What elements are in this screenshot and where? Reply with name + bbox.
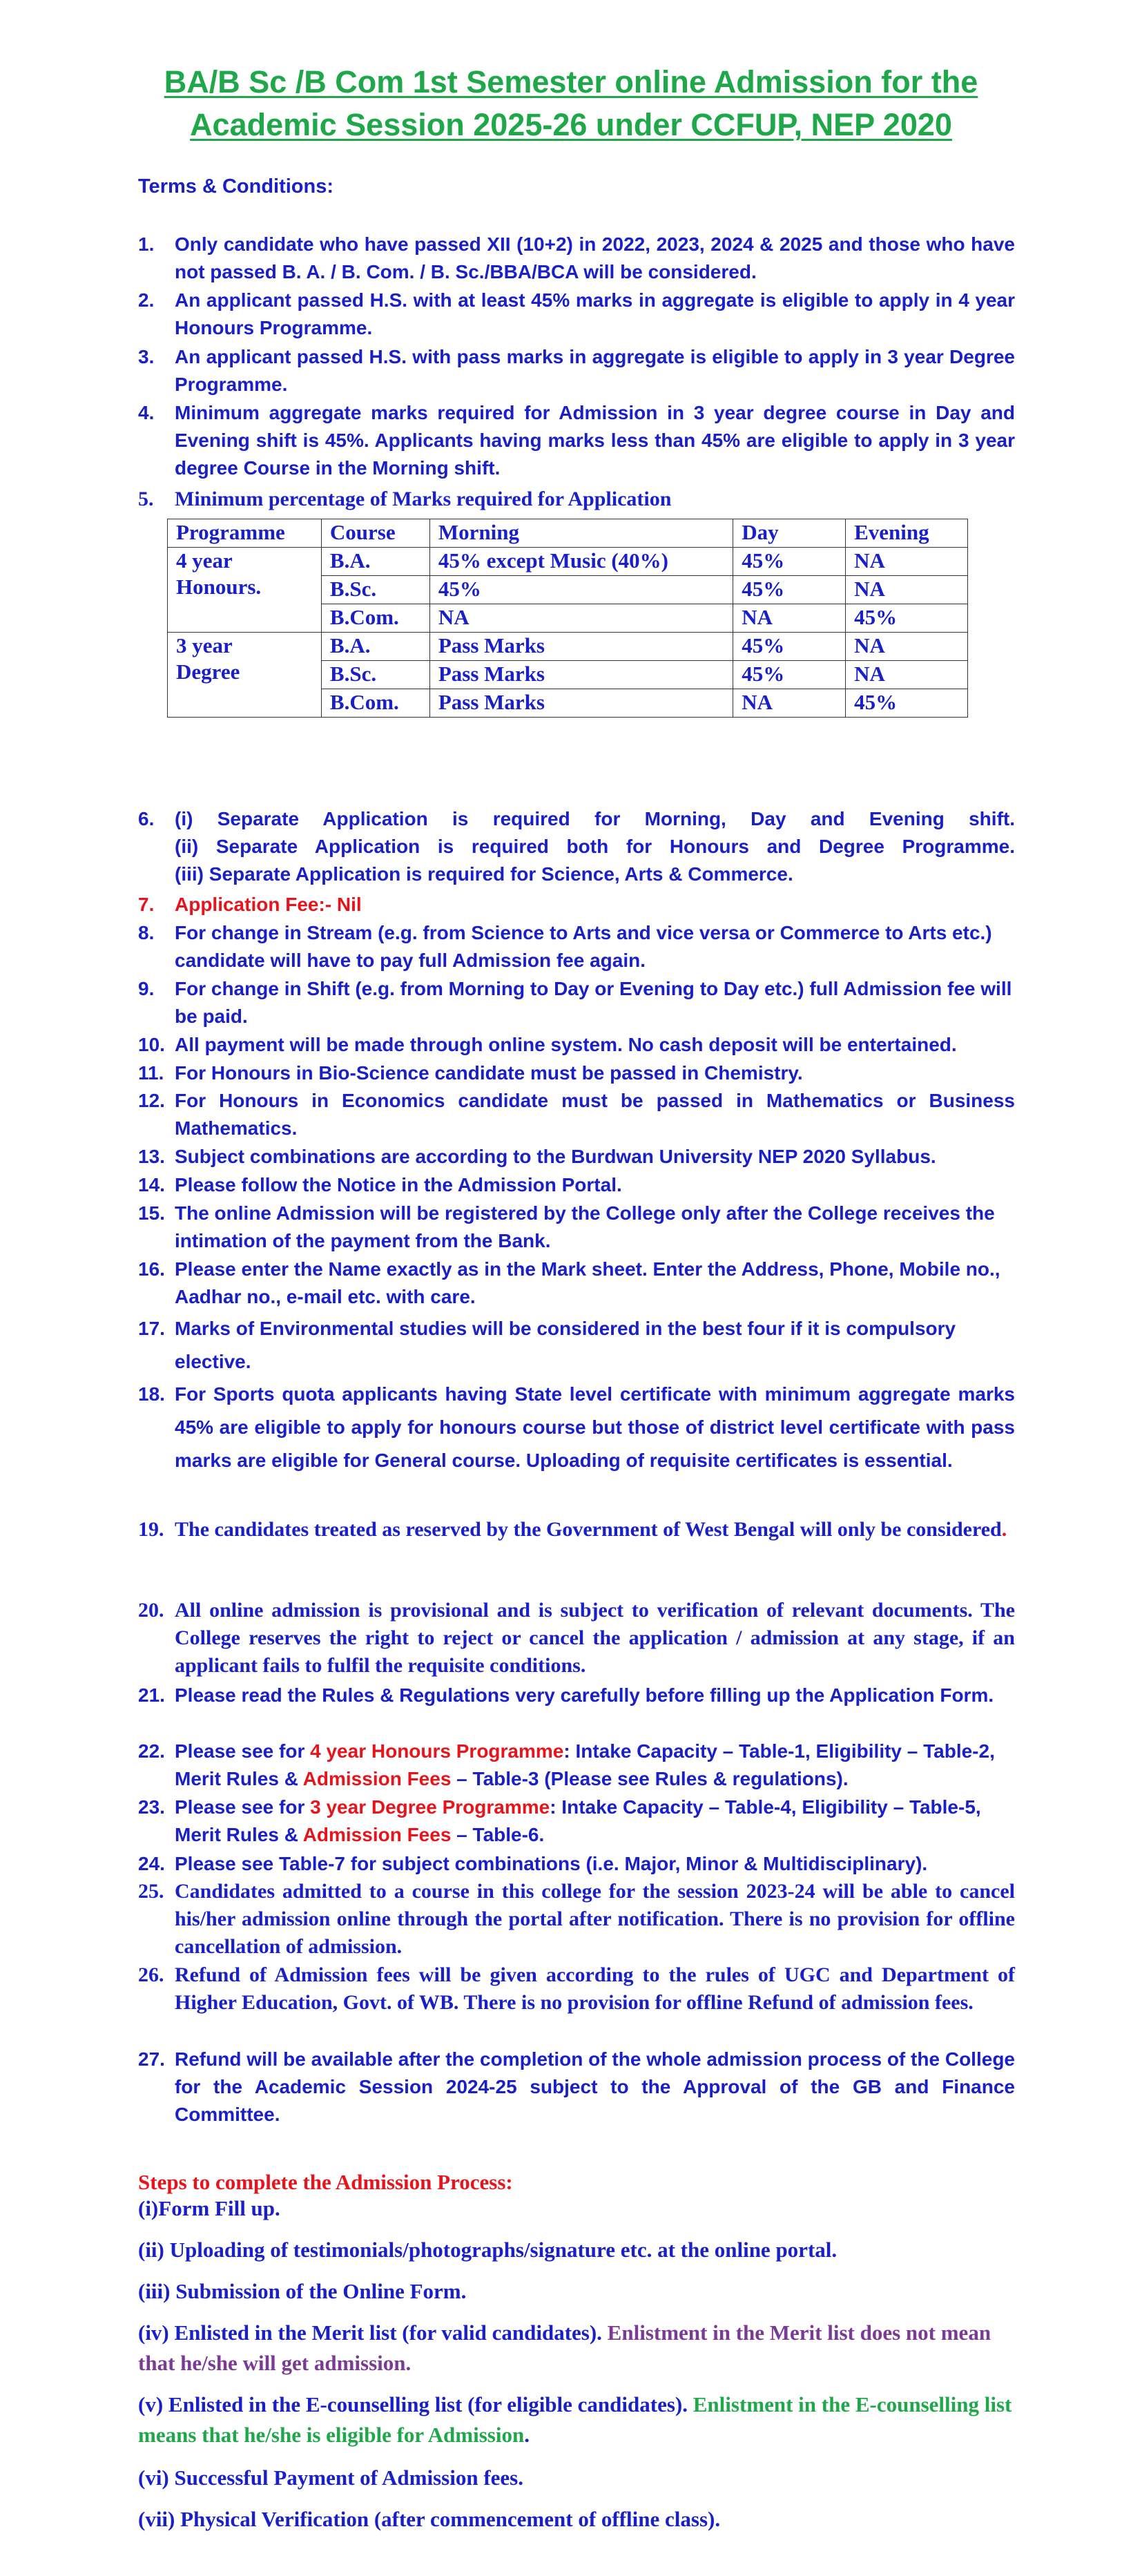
step-7: (vii) Physical Verification (after commencement of offline class). — [138, 2507, 721, 2531]
table-cell: 45% — [429, 576, 733, 604]
table-cell: 45% — [733, 661, 846, 689]
step-6: (vi) Successful Payment of Admission fees. — [138, 2466, 523, 2490]
term-item-18: 18. For Sports quota applicants having State level certificate with minimum aggregate marks 45% are eligible to apply for honours course but those of district level certificate with pass marks are eligible for General course. Uploading of requisite certificates is essential. — [138, 1383, 1015, 1471]
term-item-23: 23. Please see for 3 year Degree Programme: Intake Capacity – Table-4, Eligibility – Table-5, Merit Rules & Admission Fees – Table-6. — [138, 1796, 981, 1845]
table-cell: B.Sc. — [321, 661, 429, 689]
table-cell: NA — [733, 604, 846, 633]
term-item-15: 15. The online Admission will be registered by the College only after the College receives the intimation of the payment from the Bank. — [138, 1202, 995, 1251]
term-item-7: 7. Application Fee:- Nil — [138, 894, 362, 915]
term-item-4: 4. Minimum aggregate marks required for Admission in 3 year degree course in Day and Evening shift is 45%. Applicants having marks less than 45% are eligible to apply in 3 year degree Course in the Morning shift. — [138, 402, 1015, 479]
term-item-17: 17. Marks of Environmental studies will be considered in the best four if it is compulsory elective. — [138, 1318, 956, 1372]
table-cell: B.Com. — [321, 689, 429, 718]
table-cell: 45% — [846, 604, 968, 633]
table-cell: Pass Marks — [429, 633, 733, 661]
col-header-day: Day — [733, 519, 846, 548]
step-3: (iii) Submission of the Online Form. — [138, 2279, 467, 2303]
term-item-2: 2. An applicant passed H.S. with at least 45% marks in aggregate is eligible to apply in 4 year Honours Programme. — [138, 289, 1015, 338]
table-cell: NA — [733, 689, 846, 718]
col-header-course: Course — [321, 519, 429, 548]
table-cell: B.A. — [321, 548, 429, 576]
col-header-evening: Evening — [846, 519, 968, 548]
term-item-27: 27. Refund will be available after the completion of the whole admission process of the College for the Academic Session 2024-25 subject to the Approval of the GB and Finance Committee. — [138, 2048, 1015, 2125]
term-item-26: 26. Refund of Admission fees will be given according to the rules of UGC and Department of Higher Education, Govt. of WB. There is no provision for offline Refund of admission fees. — [138, 1963, 1015, 2014]
page-title — [83, 61, 1059, 146]
term-item-9: 9. For change in Shift (e.g. from Morning to Day or Evening to Day etc.) full Admission fee will be paid. — [138, 978, 1012, 1027]
term-item-19: 19. The candidates treated as reserved by the Government of West Bengal will only be considered. — [138, 1518, 1007, 1541]
terms-heading: Terms & Conditions: — [138, 175, 334, 198]
table-cell: B.Com. — [321, 604, 429, 633]
table-cell: NA — [846, 576, 968, 604]
step-1: (i)Form Fill up. — [138, 2196, 280, 2220]
marks-table — [167, 519, 968, 718]
term-item-21: 21. Please read the Rules & Regulations very carefully before filling up the Application Form. — [138, 1684, 994, 1706]
steps-heading: Steps to complete the Admission Process: — [138, 2170, 513, 2194]
table-cell: NA — [846, 633, 968, 661]
programme-cell-degree: 3 year Degree — [168, 633, 322, 718]
table-cell: 45% — [846, 689, 968, 718]
table-cell: NA — [846, 548, 968, 576]
table-cell: NA — [429, 604, 733, 633]
table-header-row — [168, 519, 968, 548]
term-item-20: 20. All online admission is provisional and is subject to verification of relevant documents. The College reserves the right to reject or cancel the application / admission at any stage, if an applicant fails to fulfil the requisite conditions. — [138, 1599, 1015, 1677]
term-item-24: 24. Please see Table-7 for subject combinations (i.e. Major, Minor & Multidisciplinary). — [138, 1853, 928, 1874]
title-line-1: BA/B Sc /B Com 1st Semester online Admission for the — [164, 64, 978, 99]
table-row — [168, 633, 968, 661]
step-5: (v) Enlisted in the E-counselling list (for eligible candidates). Enlistment in the E-counselling list means that he/she is eligible for Admission. — [138, 2392, 1012, 2447]
table-cell: 45% except Music (40%) — [429, 548, 733, 576]
step-2: (ii) Uploading of testimonials/photographs/signature etc. at the online portal. — [138, 2238, 838, 2262]
term-item-10: 10. All payment will be made through online system. No cash deposit will be entertained. — [138, 1034, 957, 1055]
step-4: (iv) Enlisted in the Merit list (for valid candidates). Enlistment in the Merit list does not mean that he/she will get admission. — [138, 2320, 991, 2375]
col-header-programme: Programme — [168, 519, 322, 548]
term-item-14: 14. Please follow the Notice in the Admission Portal. — [138, 1174, 622, 1195]
term-item-6: 6. (i) Separate Application is required for Morning, Day and Evening shift. (ii) Separate Application is required both for Honours and Degree Programme. (iii) Separate Application is required for Science, Arts & Commerce. — [138, 808, 1015, 885]
title-line-2: Academic Session 2025-26 under CCFUP, NEP 2020 — [190, 107, 952, 142]
term-item-11: 11. For Honours in Bio-Science candidate must be passed in Chemistry. — [138, 1062, 803, 1084]
table-cell: Pass Marks — [429, 661, 733, 689]
table-cell: 45% — [733, 548, 846, 576]
term-item-13: 13. Subject combinations are according to the Burdwan University NEP 2020 Syllabus. — [138, 1146, 936, 1167]
programme-cell-honours: 4 year Honours. — [168, 548, 322, 633]
table-cell: B.Sc. — [321, 576, 429, 604]
term-item-25: 25. Candidates admitted to a course in this college for the session 2023-24 will be able to cancel his/her admission online through the portal after notification. There is no provision for offline cancellation of admission. — [138, 1880, 1015, 1958]
table-cell: 45% — [733, 576, 846, 604]
term-item-12: 12. For Honours in Economics candidate must be passed in Mathematics or Business Mathematics. — [138, 1090, 1015, 1139]
table-row — [168, 548, 968, 576]
col-header-morning: Morning — [429, 519, 733, 548]
table-cell: B.A. — [321, 633, 429, 661]
table-cell: 45% — [733, 633, 846, 661]
term-item-22: 22. Please see for 4 year Honours Programme: Intake Capacity – Table-1, Eligibility – Table-2, Merit Rules & Admission Fees – Table-3 (Please see Rules & regulations). — [138, 1740, 995, 1789]
table-cell: NA — [846, 661, 968, 689]
term-item-3: 3. An applicant passed H.S. with pass marks in aggregate is eligible to apply in 3 year Degree Programme. — [138, 346, 1015, 395]
term-item-8: 8. For change in Stream (e.g. from Science to Arts and vice versa or Commerce to Arts etc.) candidate will have to pay full Admission fee again. — [138, 922, 992, 971]
table-cell: Pass Marks — [429, 689, 733, 718]
term-item-1: 1. Only candidate who have passed XII (10+2) in 2022, 2023, 2024 & 2025 and those who have not passed B. A. / B. Com. / B. Sc./BBA/BCA will be considered. — [138, 233, 1015, 282]
term-item-16: 16. Please enter the Name exactly as in the Mark sheet. Enter the Address, Phone, Mobile no., Aadhar no., e-mail etc. with care. — [138, 1258, 1000, 1307]
term-item-5: 5. Minimum percentage of Marks required for Application — [138, 488, 672, 510]
